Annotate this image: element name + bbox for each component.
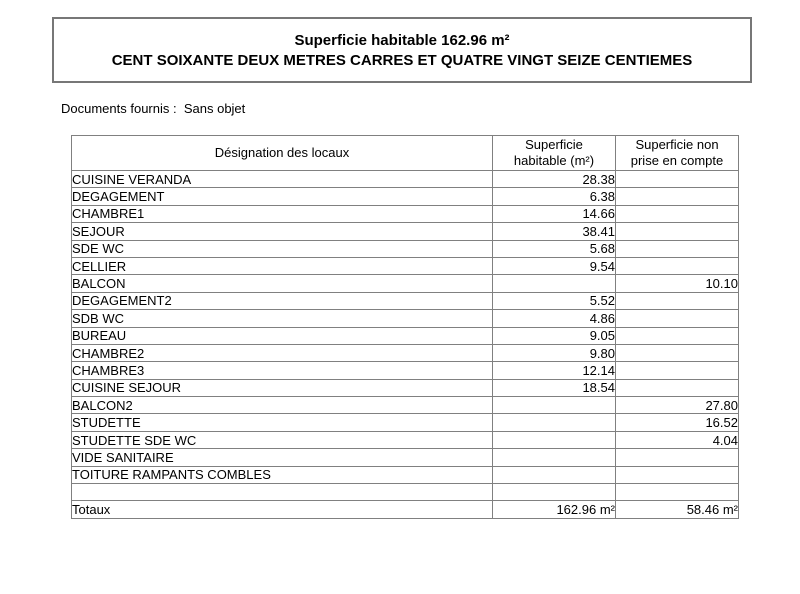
table-row — [72, 466, 739, 483]
non-prise-area-cell: 10.10 — [616, 275, 739, 292]
header-habitable — [493, 136, 616, 171]
habitable-area-cell — [493, 484, 616, 501]
non-prise-area-cell — [616, 466, 739, 483]
table-row — [72, 484, 739, 501]
non-prise-area-cell — [616, 223, 739, 240]
non-prise-area-cell — [616, 171, 739, 188]
habitable-area-cell: 9.05 — [493, 327, 616, 344]
room-name-cell: DEGAGEMENT2 — [72, 292, 493, 309]
header-habitable-line1: Superficie — [525, 137, 583, 152]
non-prise-area-cell — [616, 484, 739, 501]
header-non-prise-line2: prise en compte — [630, 153, 724, 168]
table-row — [72, 188, 739, 205]
table-row — [72, 205, 739, 222]
habitable-area-cell — [493, 275, 616, 292]
room-name-cell: SDB WC — [72, 310, 493, 327]
room-name-cell: CUISINE SEJOUR — [72, 379, 493, 396]
non-prise-area-cell — [616, 240, 739, 257]
non-prise-area-cell: 16.52 — [616, 414, 739, 431]
habitable-area-cell — [493, 414, 616, 431]
non-prise-area-cell — [616, 310, 739, 327]
habitable-area-cell: 12.14 — [493, 362, 616, 379]
surface-in-words: CENT SOIXANTE DEUX METRES CARRES ET QUATRE VINGT SEIZE CENTIEMES — [111, 52, 693, 69]
surface-table — [71, 135, 739, 519]
room-name-cell: CUISINE VERANDA — [72, 171, 493, 188]
non-prise-area-cell — [616, 362, 739, 379]
room-name-cell: DEGAGEMENT — [72, 188, 493, 205]
habitable-area-cell — [493, 397, 616, 414]
header-habitable-line2: habitable (m²) — [513, 153, 595, 168]
table-row — [72, 257, 739, 274]
habitable-area-cell: 5.52 — [493, 292, 616, 309]
habitable-area-cell — [493, 466, 616, 483]
table-row — [72, 431, 739, 448]
room-name-cell: VIDE SANITAIRE — [72, 449, 493, 466]
room-name-cell: CHAMBRE3 — [72, 362, 493, 379]
habitable-area-cell: 4.86 — [493, 310, 616, 327]
documents-value: Sans objet — [183, 101, 246, 116]
table-row — [72, 449, 739, 466]
room-name-cell — [72, 484, 493, 501]
habitable-area-cell: 18.54 — [493, 379, 616, 396]
table-row — [72, 240, 739, 257]
table-row — [72, 414, 739, 431]
totals-habitable: 162.96 m² — [493, 501, 616, 518]
habitable-area-cell — [493, 449, 616, 466]
table-row — [72, 362, 739, 379]
non-prise-area-cell — [616, 379, 739, 396]
table-row — [72, 171, 739, 188]
habitable-area-cell: 6.38 — [493, 188, 616, 205]
habitable-area-cell: 28.38 — [493, 171, 616, 188]
room-name-cell: SEJOUR — [72, 223, 493, 240]
totals-label: Totaux — [72, 501, 493, 518]
non-prise-area-cell — [616, 327, 739, 344]
documents-label: Documents fournis : — [61, 101, 177, 116]
non-prise-area-cell — [616, 449, 739, 466]
habitable-area-cell: 5.68 — [493, 240, 616, 257]
room-name-cell: BALCON2 — [72, 397, 493, 414]
table-row — [72, 292, 739, 309]
non-prise-area-cell — [616, 188, 739, 205]
non-prise-area-cell: 4.04 — [616, 431, 739, 448]
non-prise-area-cell — [616, 292, 739, 309]
table-row — [72, 223, 739, 240]
room-name-cell: BALCON — [72, 275, 493, 292]
header-designation: Désignation des locaux — [72, 136, 493, 171]
table-row — [72, 379, 739, 396]
surface-title: Superficie habitable 162.96 m² — [294, 32, 510, 49]
non-prise-area-cell — [616, 344, 739, 361]
header-non-prise-line1: Superficie non — [635, 137, 719, 152]
room-name-cell: SDE WC — [72, 240, 493, 257]
totals-row — [72, 501, 739, 518]
habitable-area-cell: 9.54 — [493, 257, 616, 274]
documents-line — [61, 101, 245, 116]
header-non-prise — [616, 136, 739, 171]
room-name-cell: STUDETTE SDE WC — [72, 431, 493, 448]
habitable-area-cell: 38.41 — [493, 223, 616, 240]
table-row — [72, 310, 739, 327]
table-row — [72, 397, 739, 414]
room-name-cell: CELLIER — [72, 257, 493, 274]
room-name-cell: CHAMBRE2 — [72, 344, 493, 361]
non-prise-area-cell — [616, 257, 739, 274]
habitable-area-cell: 9.80 — [493, 344, 616, 361]
totals-non-prise: 58.46 m² — [616, 501, 739, 518]
room-name-cell: TOITURE RAMPANTS COMBLES — [72, 466, 493, 483]
room-name-cell: BUREAU — [72, 327, 493, 344]
non-prise-area-cell: 27.80 — [616, 397, 739, 414]
table-header-row — [72, 136, 739, 171]
habitable-area-cell: 14.66 — [493, 205, 616, 222]
summary-header-box — [52, 17, 752, 83]
room-name-cell: CHAMBRE1 — [72, 205, 493, 222]
room-name-cell: STUDETTE — [72, 414, 493, 431]
table-row — [72, 344, 739, 361]
table-row — [72, 327, 739, 344]
habitable-area-cell — [493, 431, 616, 448]
non-prise-area-cell — [616, 205, 739, 222]
table-row — [72, 275, 739, 292]
